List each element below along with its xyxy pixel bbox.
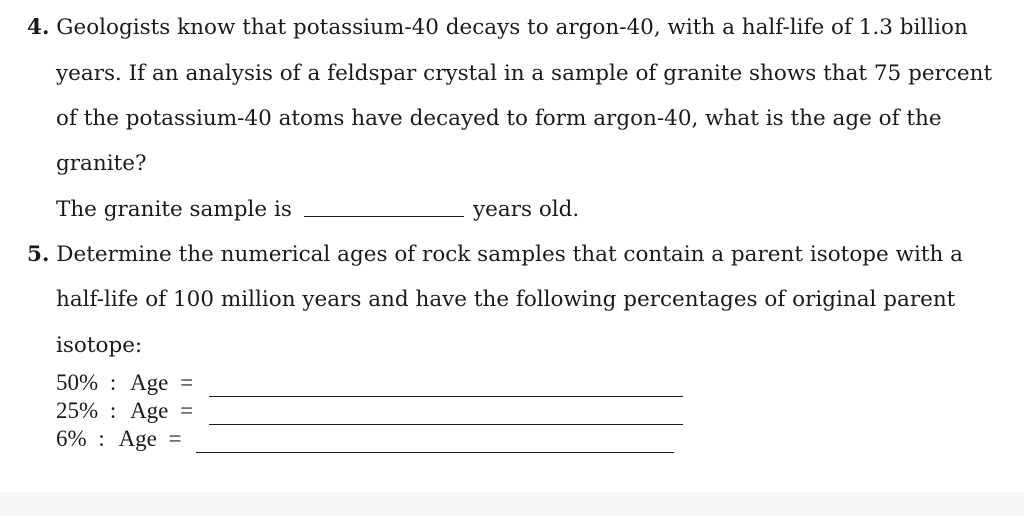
q5-row-2 — [56, 398, 193, 424]
q5-row-3-eq: = — [168, 426, 182, 451]
q5-text-line-2: half-life of 100 million years and have the following percentages of original parent — [56, 287, 956, 312]
q5-row-1-eq: = — [180, 370, 194, 395]
q4-text-line-3: of the potassium-40 atoms have decayed to form argon-40, what is the age of the — [56, 106, 942, 131]
q4-answer-blank[interactable] — [304, 216, 464, 217]
q5-text-line-1: Determine the numerical ages of rock samples that contain a parent isotope with a — [56, 242, 964, 267]
q4-text-line-4: granite? — [56, 151, 147, 176]
q5-row-2-blank[interactable] — [209, 424, 683, 425]
q4-answer-prefix: The granite sample is — [56, 197, 292, 222]
q5-row-1-sep: : — [109, 370, 117, 395]
q5-row-2-sep: : — [109, 398, 117, 423]
q5-row-2-eq: = — [180, 398, 194, 423]
q5-row-1-blank[interactable] — [209, 396, 683, 397]
page-bottom-band — [0, 492, 1024, 516]
q5-line-1 — [27, 241, 963, 269]
q4-text-line-1: Geologists know that potassium-40 decays to argon-40, with a half-life of 1.3 billion — [56, 15, 968, 40]
q5-row-2-percent: 25% — [56, 398, 99, 423]
q5-row-3-label: Age — [118, 426, 157, 451]
q5-text-line-3: isotope: — [56, 333, 143, 358]
q5-number: 5. — [27, 242, 50, 267]
q4-answer-suffix: years old. — [473, 197, 580, 222]
q5-row-3-blank[interactable] — [196, 452, 674, 453]
q5-row-1-label: Age — [130, 370, 169, 395]
q5-row-1-percent: 50% — [56, 370, 99, 395]
q4-line-1 — [27, 14, 968, 42]
q4-text-line-2: years. If an analysis of a feldspar crystal in a sample of granite shows that 75 percent — [56, 61, 993, 86]
q5-row-2-label: Age — [130, 398, 169, 423]
q5-row-1 — [56, 370, 193, 396]
q5-row-3 — [56, 426, 182, 452]
q5-row-3-percent: 6% — [56, 426, 87, 451]
q5-row-3-sep: : — [98, 426, 105, 451]
q4-number: 4. — [27, 15, 50, 40]
